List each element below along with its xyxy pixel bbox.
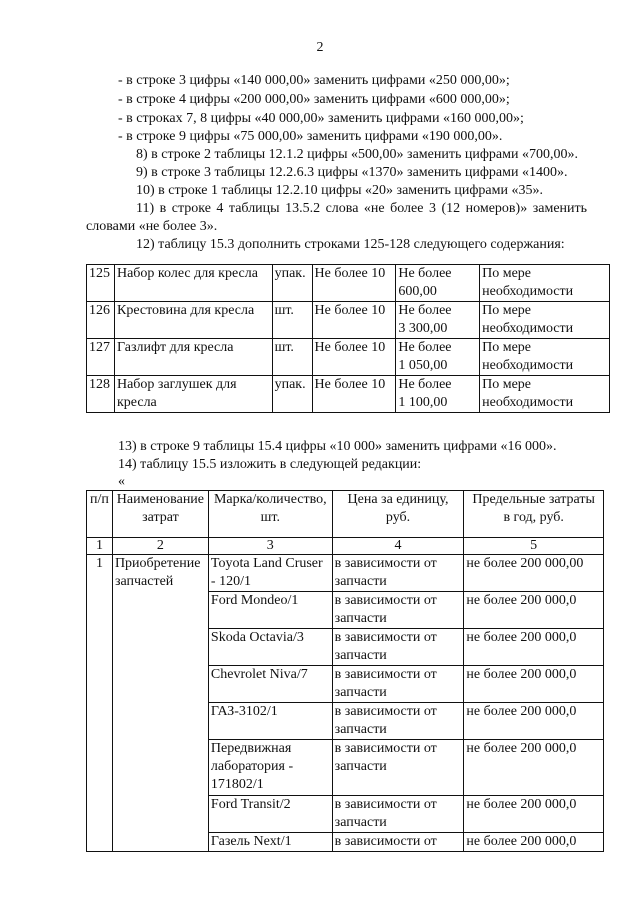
table-row — [87, 376, 610, 413]
unit-price: в зависимости от запчасти — [332, 703, 464, 740]
group-number: 1 — [87, 555, 113, 852]
column-number: 5 — [464, 538, 604, 555]
unit: шт. — [272, 302, 312, 339]
annual-limit: не более 200 000,0 — [464, 796, 604, 833]
column-number-row — [87, 538, 604, 555]
paragraph: словами «не более 3». — [86, 219, 218, 234]
unit: упак. — [272, 265, 312, 302]
unit-price: в зависимости от запчасти — [332, 629, 464, 666]
frequency: По мере необходимости — [480, 265, 610, 302]
paragraph: 8) в строке 2 таблицы 12.1.2 цифры «500,00» заменить цифрами «700,00». — [136, 147, 578, 162]
price: Не более 1 100,00 — [396, 376, 480, 413]
brand-qty: ГАЗ-3102/1 — [208, 703, 332, 740]
table-15-5 — [86, 490, 604, 852]
group-name: Приобретение запчастей — [112, 555, 208, 852]
header-num: п/п — [87, 491, 113, 538]
column-number: 2 — [112, 538, 208, 555]
item-name: Крестовина для кресла — [114, 302, 272, 339]
row-number: 125 — [87, 265, 115, 302]
quantity: Не более 10 — [312, 302, 396, 339]
unit-price: в зависимости от запчасти — [332, 555, 464, 592]
brand-qty: Chevrolet Niva/7 — [208, 666, 332, 703]
paragraph: 11) в строке 4 таблицы 13.5.2 слова «не более 3 (12 номеров)» заменить — [136, 201, 588, 216]
price: Не более 3 300,00 — [396, 302, 480, 339]
brand-qty: Передвижная лаборатория - 171802/1 — [208, 740, 332, 796]
brand-qty: Ford Mondeo/1 — [208, 592, 332, 629]
table-header-row — [87, 491, 604, 538]
column-number: 1 — [87, 538, 113, 555]
row-number: 127 — [87, 339, 115, 376]
table-row — [87, 302, 610, 339]
paragraph: - в строках 7, 8 цифры «40 000,00» заменить цифрами «160 000,00»; — [118, 111, 524, 126]
header-brand-qty: Марка/количество, шт. — [208, 491, 332, 538]
unit-price: в зависимости от запчасти — [332, 796, 464, 833]
item-name: Набор колес для кресла — [114, 265, 272, 302]
paragraph: - в строке 4 цифры «200 000,00» заменить цифрами «600 000,00»; — [118, 92, 510, 107]
unit-price: в зависимости от — [332, 833, 464, 852]
annual-limit: не более 200 000,0 — [464, 833, 604, 852]
brand-qty: Skoda Octavia/3 — [208, 629, 332, 666]
annual-limit: не более 200 000,0 — [464, 629, 604, 666]
frequency: По мере необходимости — [480, 376, 610, 413]
unit-price: в зависимости от запчасти — [332, 592, 464, 629]
header-expense-name: Наименование затрат — [112, 491, 208, 538]
annual-limit: не более 200 000,00 — [464, 555, 604, 592]
frequency: По мере необходимости — [480, 302, 610, 339]
paragraph: 13) в строке 9 таблицы 15.4 цифры «10 000» заменить цифрами «16 000». — [118, 439, 557, 454]
annual-limit: не более 200 000,0 — [464, 703, 604, 740]
paragraph: 12) таблицу 15.3 дополнить строками 125-128 следующего содержания: — [136, 237, 565, 252]
unit-price: в зависимости от запчасти — [332, 740, 464, 796]
frequency: По мере необходимости — [480, 339, 610, 376]
unit: шт. — [272, 339, 312, 376]
paragraph: - в строке 9 цифры «75 000,00» заменить цифрами «190 000,00». — [118, 129, 503, 144]
page-number: 2 — [316, 40, 324, 55]
unit: упак. — [272, 376, 312, 413]
brand-qty: Ford Transit/2 — [208, 796, 332, 833]
quantity: Не более 10 — [312, 376, 396, 413]
table-row — [87, 555, 604, 592]
quantity: Не более 10 — [312, 265, 396, 302]
header-annual-limit: Предельные затраты в год, руб. — [464, 491, 604, 538]
table-15-3-additions — [86, 264, 610, 413]
annual-limit: не более 200 000,0 — [464, 740, 604, 796]
annual-limit: не более 200 000,0 — [464, 592, 604, 629]
price: Не более 1 050,00 — [396, 339, 480, 376]
row-number: 128 — [87, 376, 115, 413]
table-row — [87, 265, 610, 302]
brand-qty: Toyota Land Cruser - 120/1 — [208, 555, 332, 592]
opening-quote: « — [118, 474, 125, 489]
header-unit-price: Цена за единицу, руб. — [332, 491, 464, 538]
unit-price: в зависимости от запчасти — [332, 666, 464, 703]
item-name: Газлифт для кресла — [114, 339, 272, 376]
quantity: Не более 10 — [312, 339, 396, 376]
column-number: 3 — [208, 538, 332, 555]
paragraph: 14) таблицу 15.5 изложить в следующей редакции: — [118, 457, 422, 472]
annual-limit: не более 200 000,0 — [464, 666, 604, 703]
column-number: 4 — [332, 538, 464, 555]
paragraph: - в строке 3 цифры «140 000,00» заменить цифрами «250 000,00»; — [118, 73, 510, 88]
table-row — [87, 339, 610, 376]
paragraph: 10) в строке 1 таблицы 12.2.10 цифры «20» заменить цифрами «35». — [136, 183, 543, 198]
price: Не более 600,00 — [396, 265, 480, 302]
item-name: Набор заглушек для кресла — [114, 376, 272, 413]
paragraph: 9) в строке 3 таблицы 12.2.6.3 цифры «1370» заменить цифрами «1400». — [136, 165, 568, 180]
brand-qty: Газель Next/1 — [208, 833, 332, 852]
row-number: 126 — [87, 302, 115, 339]
